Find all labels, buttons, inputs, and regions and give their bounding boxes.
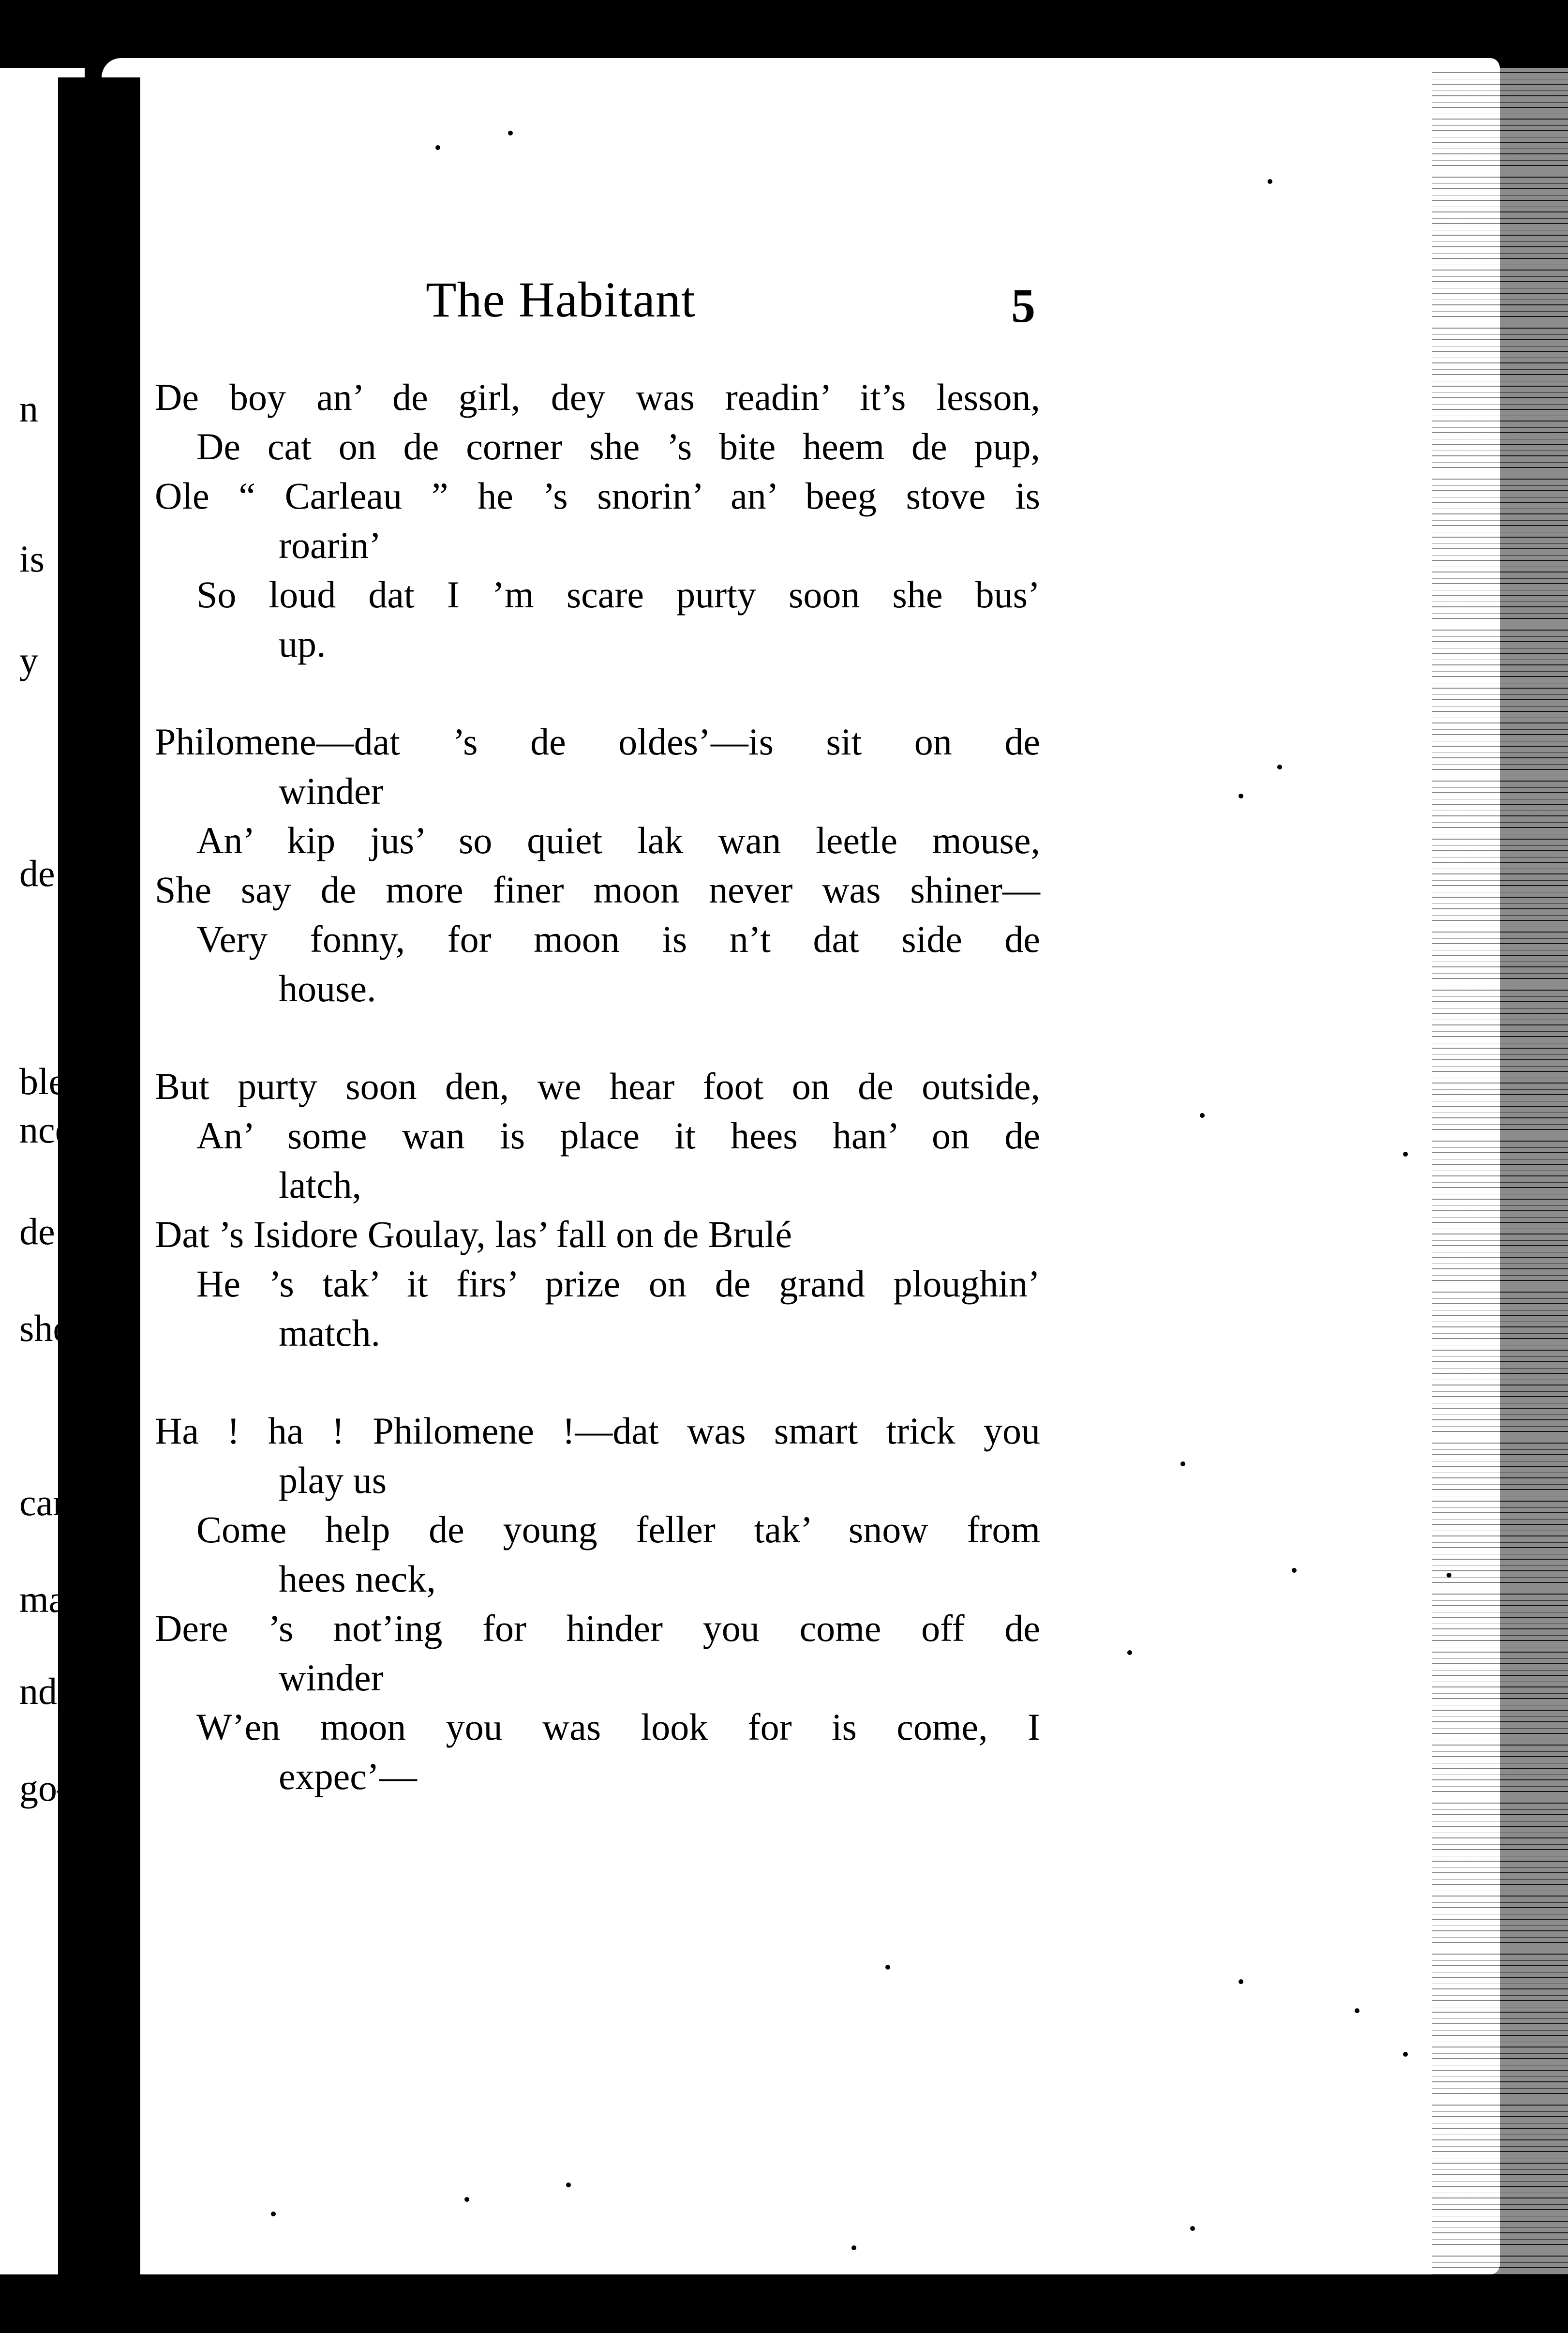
speck	[851, 2245, 856, 2250]
running-title: The Habitant	[426, 272, 696, 328]
page-header	[426, 271, 1045, 334]
facing-page-fragment: de	[19, 1210, 55, 1252]
speck	[1180, 1461, 1185, 1466]
speck	[1292, 1568, 1297, 1573]
facing-page-fragment: go—	[19, 1767, 95, 1809]
speck	[508, 131, 513, 135]
poem-line: An’ some wan is place it hees han’ on de	[196, 1114, 1040, 1157]
poem-line: An’ kip jus’ so quiet lak wan leetle mouse,	[196, 819, 1040, 861]
speck	[885, 1965, 890, 1970]
poem-line: roarin’	[279, 524, 382, 566]
speck	[1239, 1979, 1243, 1984]
poem-line: Very fonny, for moon is n’t dat side de	[196, 918, 1040, 960]
speck	[1200, 1113, 1205, 1118]
poem-line: latch,	[279, 1164, 362, 1206]
facing-page-fragment: man	[19, 1578, 85, 1620]
poem-line: Philomene—dat ’s de oldes’—is sit on de	[155, 721, 1040, 763]
poem-line: play us	[279, 1459, 387, 1501]
stanza	[155, 1406, 1040, 1801]
speck	[566, 2182, 571, 2187]
speck	[1355, 2008, 1359, 2013]
speck	[1190, 2226, 1195, 2231]
speck	[1447, 1573, 1451, 1578]
poem-line: She say de more finer moon never was shiner—	[155, 869, 1040, 911]
poem-line: up.	[279, 623, 326, 665]
facing-page-fragment: nce	[19, 1109, 72, 1151]
speck	[1403, 1152, 1408, 1157]
poem-line: hees neck,	[279, 1558, 436, 1600]
poem-line: match.	[279, 1312, 381, 1354]
poem-line: He ’s tak’ it firs’ prize on de grand ploughin’	[196, 1263, 1040, 1305]
page-edge-texture	[1432, 68, 1568, 2274]
facing-page-fragment: nder	[19, 1670, 87, 1712]
speck	[1127, 1650, 1132, 1655]
speck	[435, 145, 440, 150]
poem-line: house.	[279, 967, 376, 1009]
speck	[1239, 794, 1243, 798]
poem-line: W’en moon you was look for is come, I	[196, 1706, 1040, 1748]
book-spine-shadow	[58, 77, 140, 2284]
poem-line: Come help de young feller tak’ snow from	[196, 1508, 1040, 1550]
poem-line: Ole “ Carleau ” he ’s snorin’ an’ beeg stove is	[155, 475, 1040, 517]
speck	[464, 2197, 469, 2202]
poem-line: De boy an’ de girl, dey was readin’ it’s lesson,	[155, 376, 1040, 418]
speck	[1277, 765, 1282, 769]
poem-line: Dere ’s not’ing for hinder you come off de	[155, 1607, 1040, 1649]
speck	[1268, 179, 1272, 184]
facing-page-fragment: de	[19, 852, 55, 894]
facing-page-fragment: she	[19, 1307, 70, 1349]
poem-line: winder	[279, 1656, 384, 1699]
facing-page-fragment: y	[19, 639, 38, 681]
stanza	[155, 1062, 1040, 1358]
poem-line: expec’—	[279, 1755, 417, 1797]
poem-body	[155, 373, 1040, 1850]
facing-page-fragment: is	[19, 538, 45, 580]
speck	[271, 2212, 276, 2216]
facing-page-fragment: can	[19, 1481, 72, 1523]
facing-page-fragment: n	[19, 388, 38, 430]
poem-line: Ha ! ha ! Philomene !—dat was smart trick you	[155, 1410, 1040, 1452]
facing-page-fragment: ble	[19, 1060, 66, 1102]
poem-line: But purty soon den, we hear foot on de outside,	[155, 1065, 1040, 1107]
page-number: 5	[1011, 279, 1035, 332]
poem-line: De cat on de corner she ’s bite heem de pup,	[196, 425, 1040, 467]
poem-line: So loud dat I ’m scare purty soon she bus’	[196, 573, 1040, 616]
stanza	[155, 373, 1040, 669]
speck	[1403, 2052, 1408, 2057]
poem-line: winder	[279, 770, 384, 812]
stanza	[155, 717, 1040, 1013]
poem-line: Dat ’s Isidore Goulay, las’ fall on de Brulé	[155, 1213, 792, 1255]
